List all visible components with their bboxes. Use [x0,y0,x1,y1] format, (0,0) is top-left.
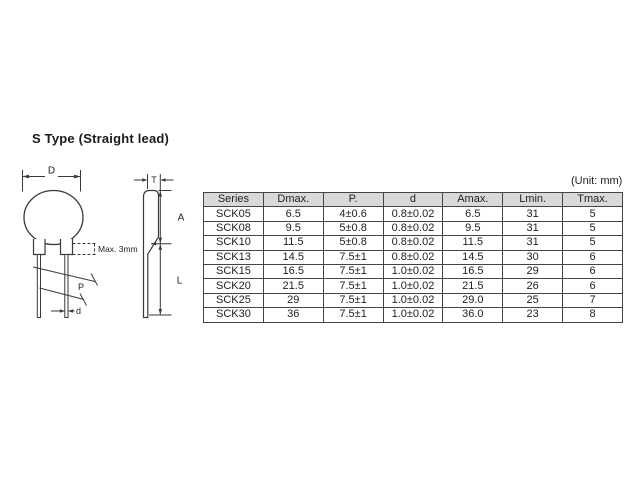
series-cell: SCK25 [204,293,264,307]
dim-label-thickness: T [151,175,157,185]
value-cell: 5±0.8 [323,221,383,235]
value-cell: 6.5 [443,207,503,221]
value-cell: 7.5±1 [323,250,383,264]
series-cell: SCK08 [204,221,264,235]
dimensions-table-body [204,207,623,322]
value-cell: 31 [503,221,563,235]
column-header-tmax: Tmax. [563,193,623,207]
value-cell: 0.8±0.02 [383,221,443,235]
value-cell: 7.5±1 [323,308,383,322]
front-view [23,170,98,318]
column-header-series: Series [204,193,264,207]
value-cell: 25 [503,293,563,307]
value-cell: 1.0±0.02 [383,264,443,278]
series-cell: SCK13 [204,250,264,264]
value-cell: 8 [563,308,623,322]
dim-label-coating-clearance: Max. 3mm [98,244,138,254]
value-cell: 7.5±1 [323,279,383,293]
value-cell: 16.5 [263,264,323,278]
value-cell: 0.8±0.02 [383,207,443,221]
value-cell: 11.5 [443,236,503,250]
table-row-sck30 [204,308,623,322]
value-cell: 16.5 [443,264,503,278]
value-cell: 31 [503,207,563,221]
value-cell: 6.5 [263,207,323,221]
value-cell: 29.0 [443,293,503,307]
value-cell: 7 [563,293,623,307]
value-cell: 5 [563,236,623,250]
column-header-lmin: Lmin. [503,193,563,207]
value-cell: 36 [263,308,323,322]
dim-label-diameter: D [47,165,56,176]
value-cell: 1.0±0.02 [383,279,443,293]
series-cell: SCK15 [204,264,264,278]
dim-label-lead-diameter: d [75,305,82,316]
value-cell: 0.8±0.02 [383,250,443,264]
value-cell: 7.5±1 [323,293,383,307]
dimensions-table-header [204,193,623,207]
value-cell: 21.5 [263,279,323,293]
value-cell: 29 [503,264,563,278]
table-row-sck15 [204,264,623,278]
value-cell: 14.5 [263,250,323,264]
table-row-sck25 [204,293,623,307]
unit-note: (Unit: mm) [571,175,623,187]
value-cell: 9.5 [443,221,503,235]
table-row-sck08 [204,221,623,235]
value-cell: 5 [563,221,623,235]
value-cell: 6 [563,279,623,293]
column-header-dmax: Dmax. [263,193,323,207]
value-cell: 11.5 [263,236,323,250]
dimensions-table [203,192,623,323]
value-cell: 31 [503,236,563,250]
value-cell: 4±0.6 [323,207,383,221]
value-cell: 26 [503,279,563,293]
dim-label-body-height: A [177,212,185,223]
value-cell: 6 [563,250,623,264]
value-cell: 21.5 [443,279,503,293]
table-row-sck13 [204,250,623,264]
table-row-sck20 [204,279,623,293]
dim-label-pitch: P [77,281,85,292]
value-cell: 1.0±0.02 [383,293,443,307]
series-cell: SCK30 [204,308,264,322]
value-cell: 30 [503,250,563,264]
series-cell: SCK20 [204,279,264,293]
column-header-d: d [383,193,443,207]
column-header-p: P. [323,193,383,207]
value-cell: 23 [503,308,563,322]
value-cell: 5±0.8 [323,236,383,250]
table-row-sck10 [204,236,623,250]
side-view [134,174,174,318]
value-cell: 6 [563,264,623,278]
table-row-sck05 [204,207,623,221]
value-cell: 0.8±0.02 [383,236,443,250]
value-cell: 36.0 [443,308,503,322]
value-cell: 29 [263,293,323,307]
value-cell: 5 [563,207,623,221]
value-cell: 14.5 [443,250,503,264]
value-cell: 1.0±0.02 [383,308,443,322]
dim-label-lead-length: L [176,275,183,286]
column-header-amax: Amax. [443,193,503,207]
series-cell: SCK10 [204,236,264,250]
value-cell: 9.5 [263,221,323,235]
page-title: S Type (Straight lead) [32,131,170,146]
series-cell: SCK05 [204,207,264,221]
value-cell: 7.5±1 [323,264,383,278]
